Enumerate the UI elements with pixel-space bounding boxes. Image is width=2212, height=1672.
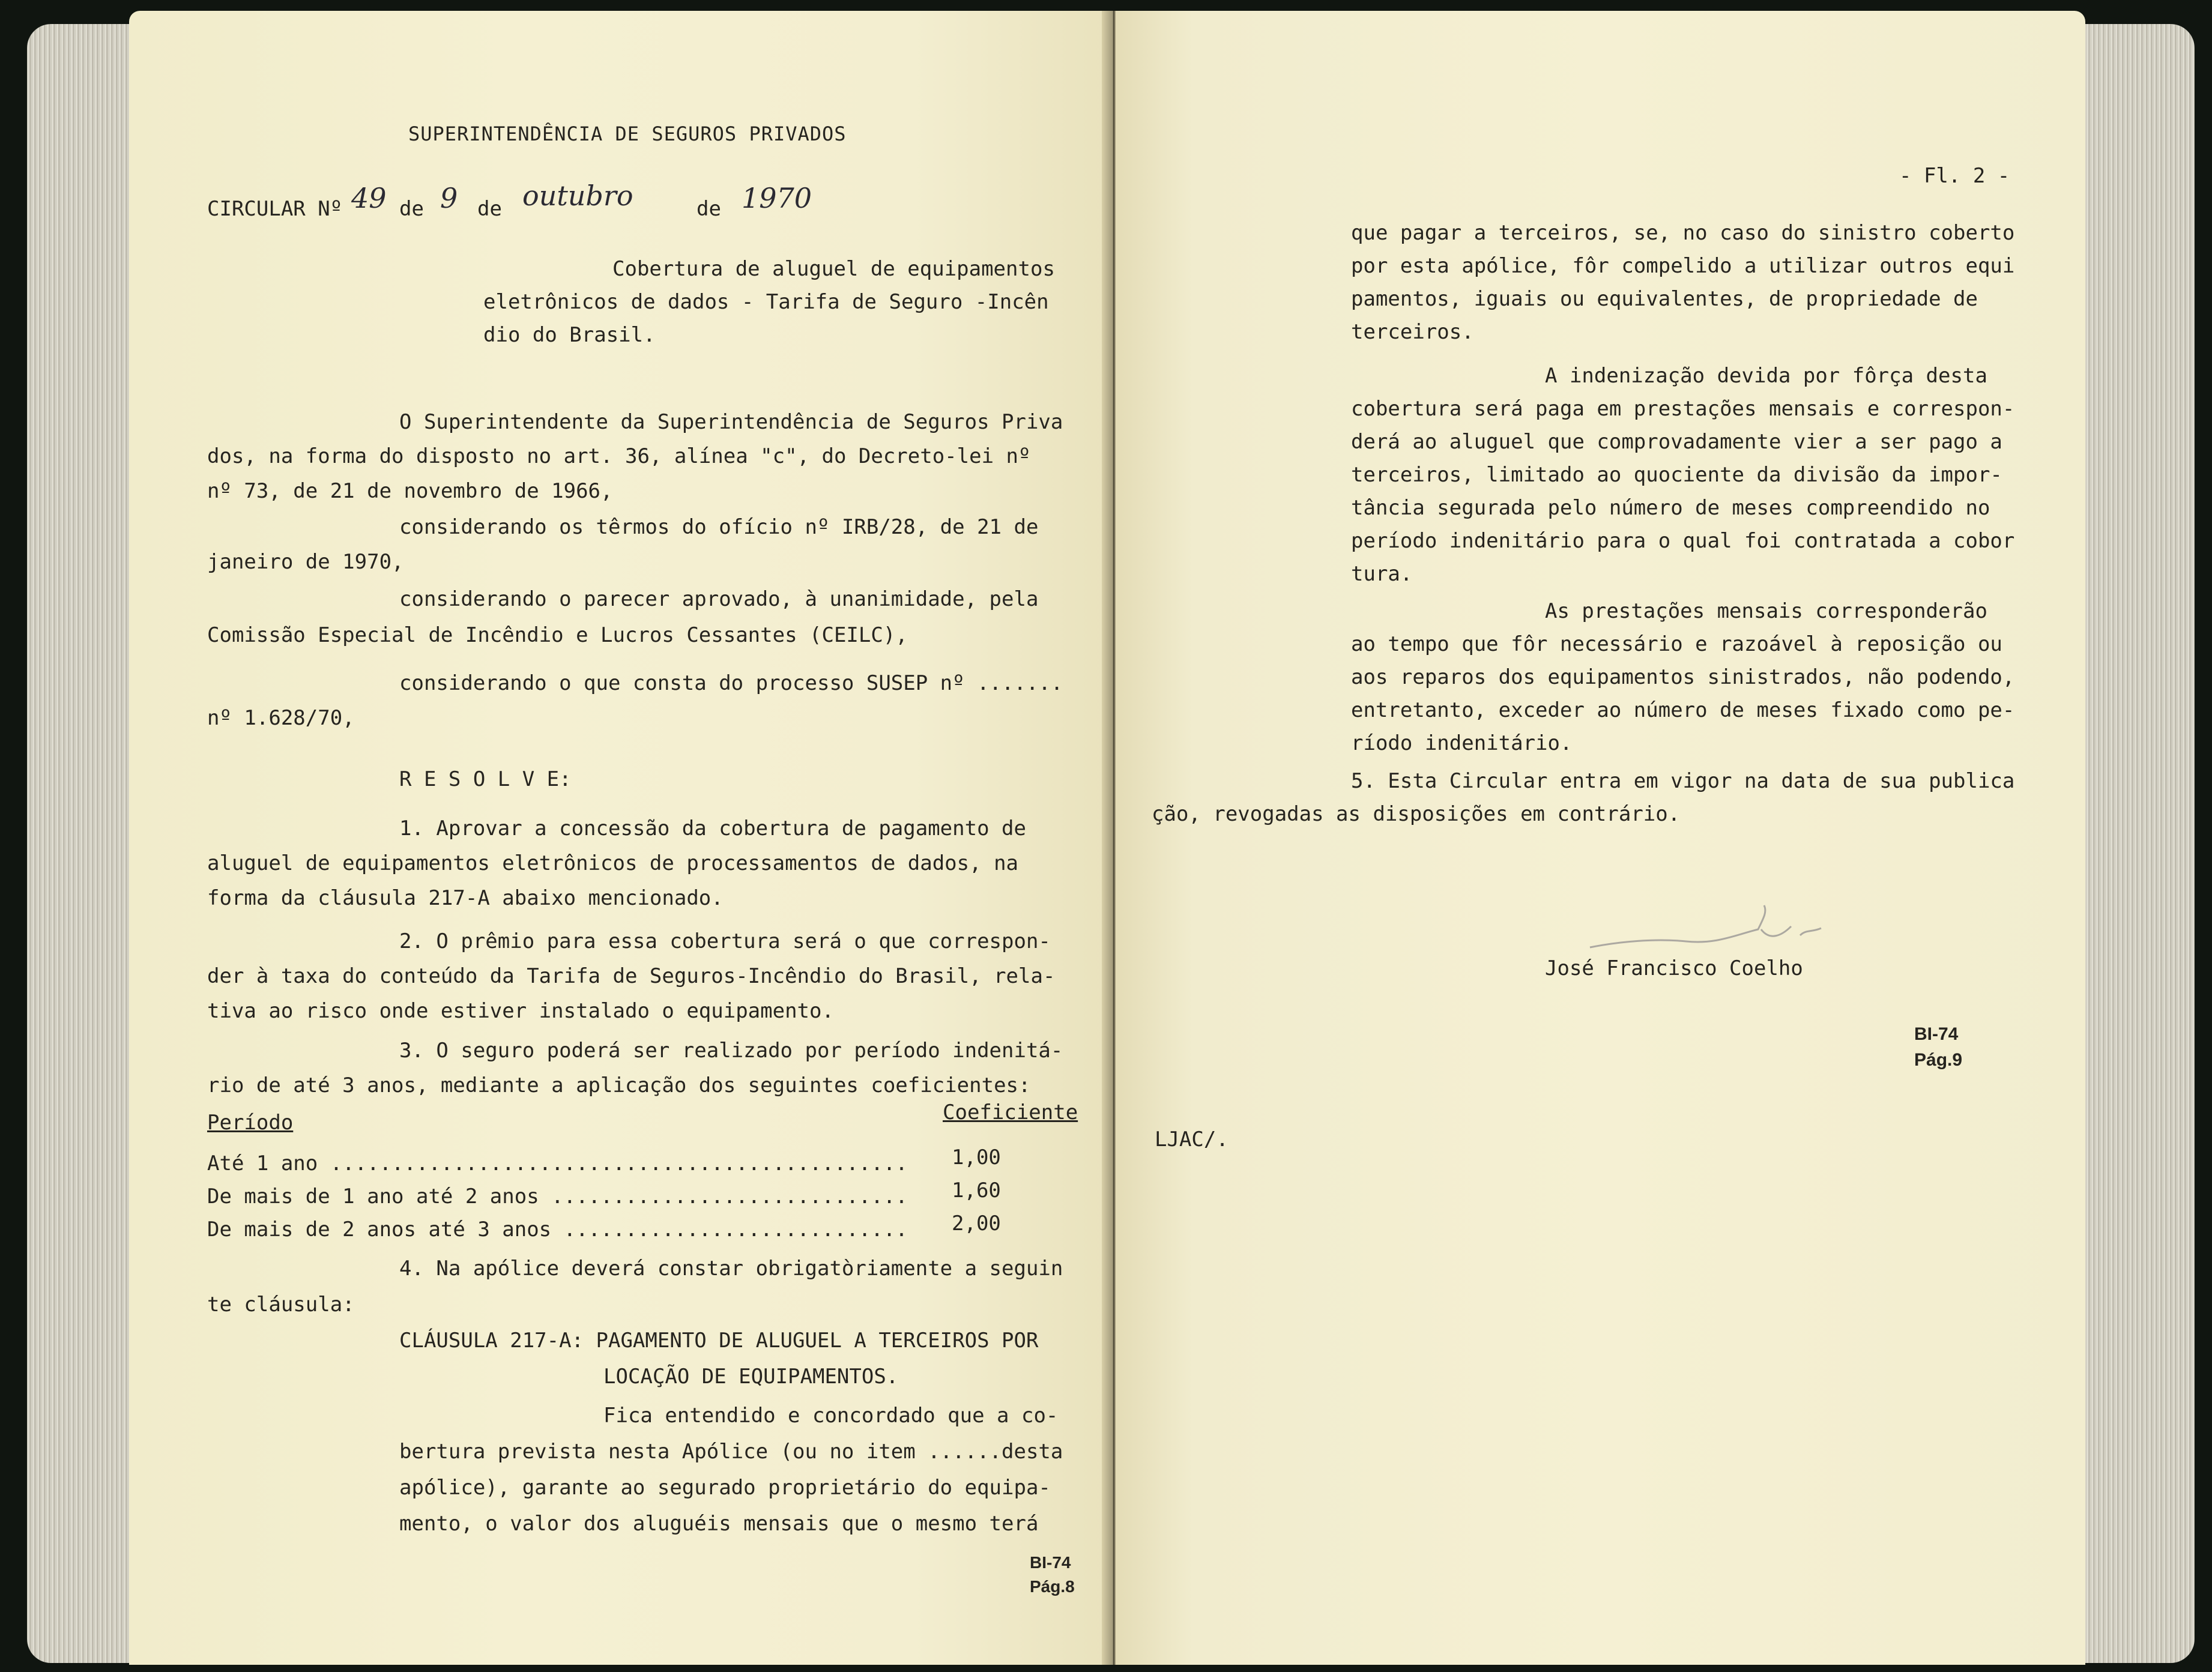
paragraph-line: terceiros, limitado ao quociente da divisão da impor- [1351,463,2002,487]
clause-title-line: CLÁUSULA 217-A: PAGAMENTO DE ALUGUEL A TERCEIROS POR [399,1329,1039,1353]
circular-prefix: CIRCULAR Nº [207,197,343,221]
paragraph-line: forma da cláusula 217-A abaixo mencionado. [207,886,724,910]
paragraph-line: considerando o que consta do processo SUSEP nº ....... [399,671,1063,695]
circular-de-3: de [697,197,721,221]
table-row-label: De mais de 1 ano até 2 anos ............................. [207,1185,908,1209]
circular-de-2: de [477,197,502,221]
paragraph-line: 5. Esta Circular entra em vigor na data de sua publica [1351,769,2015,793]
circular-year: 1970 [742,182,812,214]
subject-line: eletrônicos de dados - Tarifa de Seguro -Incên [483,290,1049,314]
paragraph-line: nº 1.628/70, [207,706,355,730]
paragraph-line: tiva ao risco onde estiver instalado o equipamento. [207,999,834,1023]
table-row-value: 1,60 [952,1179,1001,1203]
paragraph-line: nº 73, de 21 de novembro de 1966, [207,479,613,503]
paragraph-line: período indenitário para o qual foi contratada a cobor [1351,529,2015,553]
paragraph-line: tância segurada pelo número de meses compreendido no [1351,496,1990,520]
subject-line: Cobertura de aluguel de equipamentos [612,257,1055,281]
paragraph-line: entretanto, exceder ao número de meses fixado como pe- [1351,698,2015,722]
paragraph-line: te cláusula: [207,1293,355,1317]
paragraph-line: 4. Na apólice deverá constar obrigatòriamente a seguin [399,1257,1063,1281]
paragraph-line: rio de até 3 anos, mediante a aplicação dos seguintes coeficientes: [207,1073,1031,1097]
paragraph-line: tura. [1351,562,1413,586]
paragraph-line: dos, na forma do disposto no art. 36, alínea "c", do Decreto-lei nº [207,444,1031,468]
paragraph-line: Fica entendido e concordado que a co- [603,1404,1059,1428]
table-row-value: 1,00 [952,1145,1001,1169]
circular-day: 9 [440,182,458,214]
table-row-label: De mais de 2 anos até 3 anos ............................ [207,1218,908,1242]
table-header-coefficient: Coeficiente [943,1100,1078,1124]
typist-initials: LJAC/. [1155,1127,1228,1151]
paragraph-line: ríodo indenitário. [1351,731,1573,755]
paragraph-line: pamentos, iguais ou equivalentes, de propriedade de [1351,287,1978,311]
paragraph-line: Comissão Especial de Incêndio e Lucros Cessantes (CEILC), [207,623,908,647]
resolve-heading: R E S O L V E: [399,767,572,791]
book-edge-left [27,24,141,1663]
paragraph-line: janeiro de 1970, [207,550,404,574]
paragraph-line: considerando o parecer aprovado, à unanimidade, pela [399,587,1039,611]
paragraph-line: considerando os têrmos do ofício nº IRB/28, de 21 de [399,515,1039,539]
table-row-value: 2,00 [952,1212,1001,1236]
book-edge-right [2071,24,2195,1663]
paragraph-line: 2. O prêmio para essa cobertura será o que correspon- [399,929,1051,953]
right-page [1116,11,2085,1665]
paragraph-line: mento, o valor dos aluguéis mensais que o mesmo terá [399,1512,1039,1536]
folio-number: - Fl. 2 - [1899,164,2010,188]
circular-month: outubro [522,180,633,212]
paragraph-line: apólice), garante ao segurado proprietário do equipa- [399,1476,1051,1500]
signatory-name: José Francisco Coelho [1545,956,1803,980]
circular-number: 49 [351,182,387,214]
subject-line: dio do Brasil. [483,323,656,347]
paragraph-line: que pagar a terceiros, se, no caso do sinistro coberto [1351,221,2015,245]
paragraph-line: por esta apólice, fôr compelido a utilizar outros equi [1351,254,2015,278]
paragraph-line: A indenização devida por fôrça desta [1545,364,1987,388]
left-page [129,11,1108,1665]
paragraph-line: derá ao aluguel que comprovadamente vier a ser pago a [1351,430,2002,454]
paragraph-line: ção, revogadas as disposições em contrário. [1152,802,1681,826]
footer-page: Pág.9 [1914,1050,1963,1070]
footer-bulletin: BI-74 [1914,1024,1959,1044]
clause-title-line: LOCAÇÃO DE EQUIPAMENTOS. [603,1365,899,1389]
paragraph-line: 1. Aprovar a concessão da cobertura de pagamento de [399,816,1026,841]
table-row-label: Até 1 ano ............................................... [207,1151,908,1176]
signature-scribble [1584,893,1836,965]
table-header-period: Período [207,1111,294,1135]
footer-bulletin: BI-74 [1030,1553,1071,1572]
paragraph-line: bertura prevista nesta Apólice (ou no item ......desta [399,1440,1063,1464]
paragraph-line: aluguel de equipamentos eletrônicos de processamentos de dados, na [207,851,1019,875]
footer-page: Pág.8 [1030,1577,1075,1596]
paragraph-line: As prestações mensais corresponderão [1545,599,1987,623]
paragraph-line: cobertura será paga em prestações mensais e correspon- [1351,397,2015,421]
paragraph-line: 3. O seguro poderá ser realizado por período indenitá- [399,1039,1063,1063]
paragraph-line: ao tempo que fôr necessário e razoável à reposição ou [1351,632,2002,656]
circular-de-1: de [399,197,424,221]
page-header: SUPERINTENDÊNCIA DE SEGUROS PRIVADOS [408,122,847,145]
paragraph-line: der à taxa do conteúdo da Tarifa de Seguros-Incêndio do Brasil, rela- [207,964,1056,988]
paragraph-line: aos reparos dos equipamentos sinistrados, não podendo, [1351,665,2015,689]
paragraph-line: O Superintendente da Superintendência de Seguros Priva [399,410,1063,434]
paragraph-line: terceiros. [1351,320,1474,344]
